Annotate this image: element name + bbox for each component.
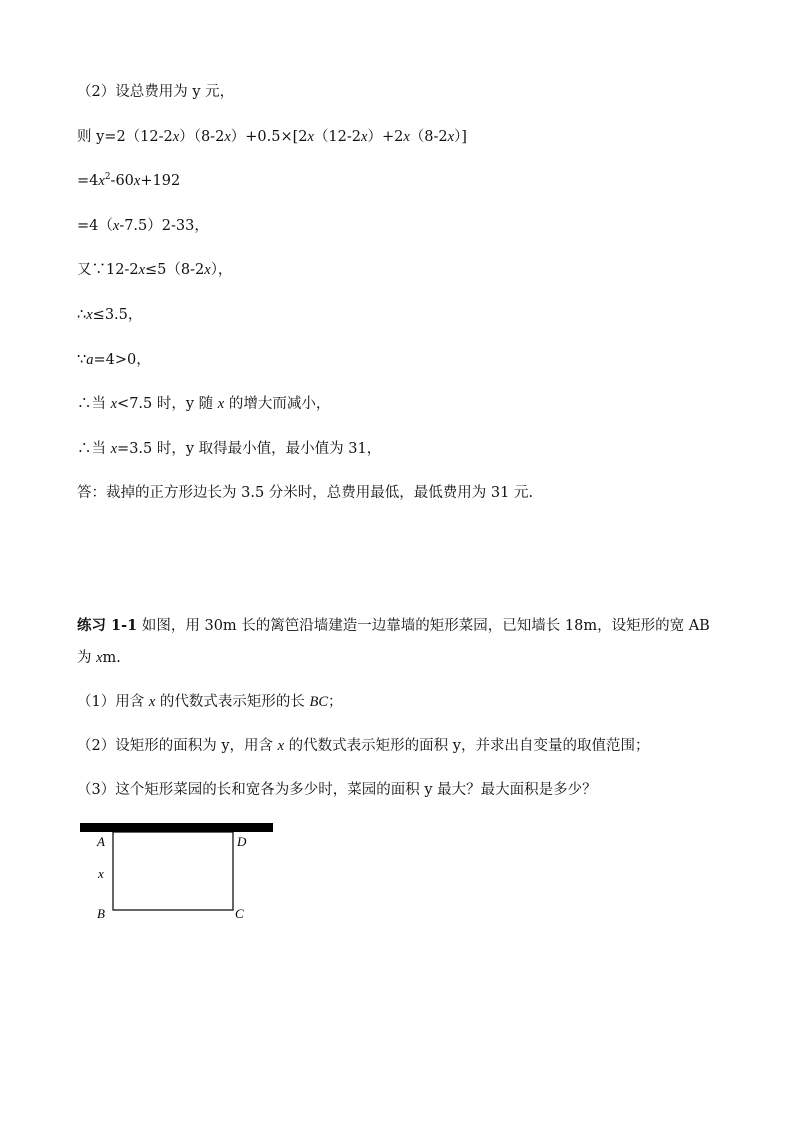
wall-bar (80, 823, 273, 832)
exercise-question-1: （1）用含 x 的代数式表示矩形的长 BC； (77, 694, 343, 710)
solution-line-3: $=4x^2-60x+192$ (77, 172, 181, 189)
label-b: B (97, 906, 105, 921)
solution-line-4: =4（x-7.5）2-33， (77, 218, 209, 234)
solution-line-8: ∴当 x<7.5 时，y 随 x 的增大而减小， (77, 396, 331, 412)
label-d: D (237, 834, 247, 849)
solution-line-9: ∴当 x=3.5 时，y 取得最小值，最小值为 31， (77, 441, 382, 457)
rectangle-garden-figure (76, 820, 276, 930)
label-a: A (97, 834, 105, 849)
label-c: C (235, 906, 244, 921)
exercise-question-3: （3）这个矩形菜园的长和宽各为多少时，菜园的面积 y 最大？最大面积是多少？ (77, 782, 597, 798)
exercise-question-2: （2）设矩形的面积为 y，用含 x 的代数式表示矩形的面积 y，并求出自变量的取值范围； (77, 738, 650, 754)
solution-line-1: （2）设总费用为 y 元， (77, 84, 235, 100)
label-x: x (98, 866, 104, 881)
garden-rectangle (113, 832, 233, 910)
solution-line-5: 又∵12-2x≤5（8-2x）， (77, 262, 233, 278)
solution-line-2: 则 y=2（12-2x）（8-2x）+0.5×[2x（12-2x）+2x（8-2x）] (77, 129, 467, 145)
solution-answer: 答：裁掉的正方形边长为 3.5 分米时，总费用最低，最低费用为 31 元. (77, 485, 534, 501)
exercise-stem-line-1: 练习 1-1 如图，用 30m 长的篱笆沿墙建造一边靠墙的矩形菜园，已知墙长 18m，设矩形的宽 AB (77, 617, 710, 634)
exercise-stem-line-2: 为 xm. (77, 650, 121, 666)
solution-line-7: ∵a=4>0， (77, 352, 151, 368)
solution-line-6: ∴x≤3.5， (77, 307, 143, 323)
exercise-title: 练习 1-1 (77, 617, 138, 634)
